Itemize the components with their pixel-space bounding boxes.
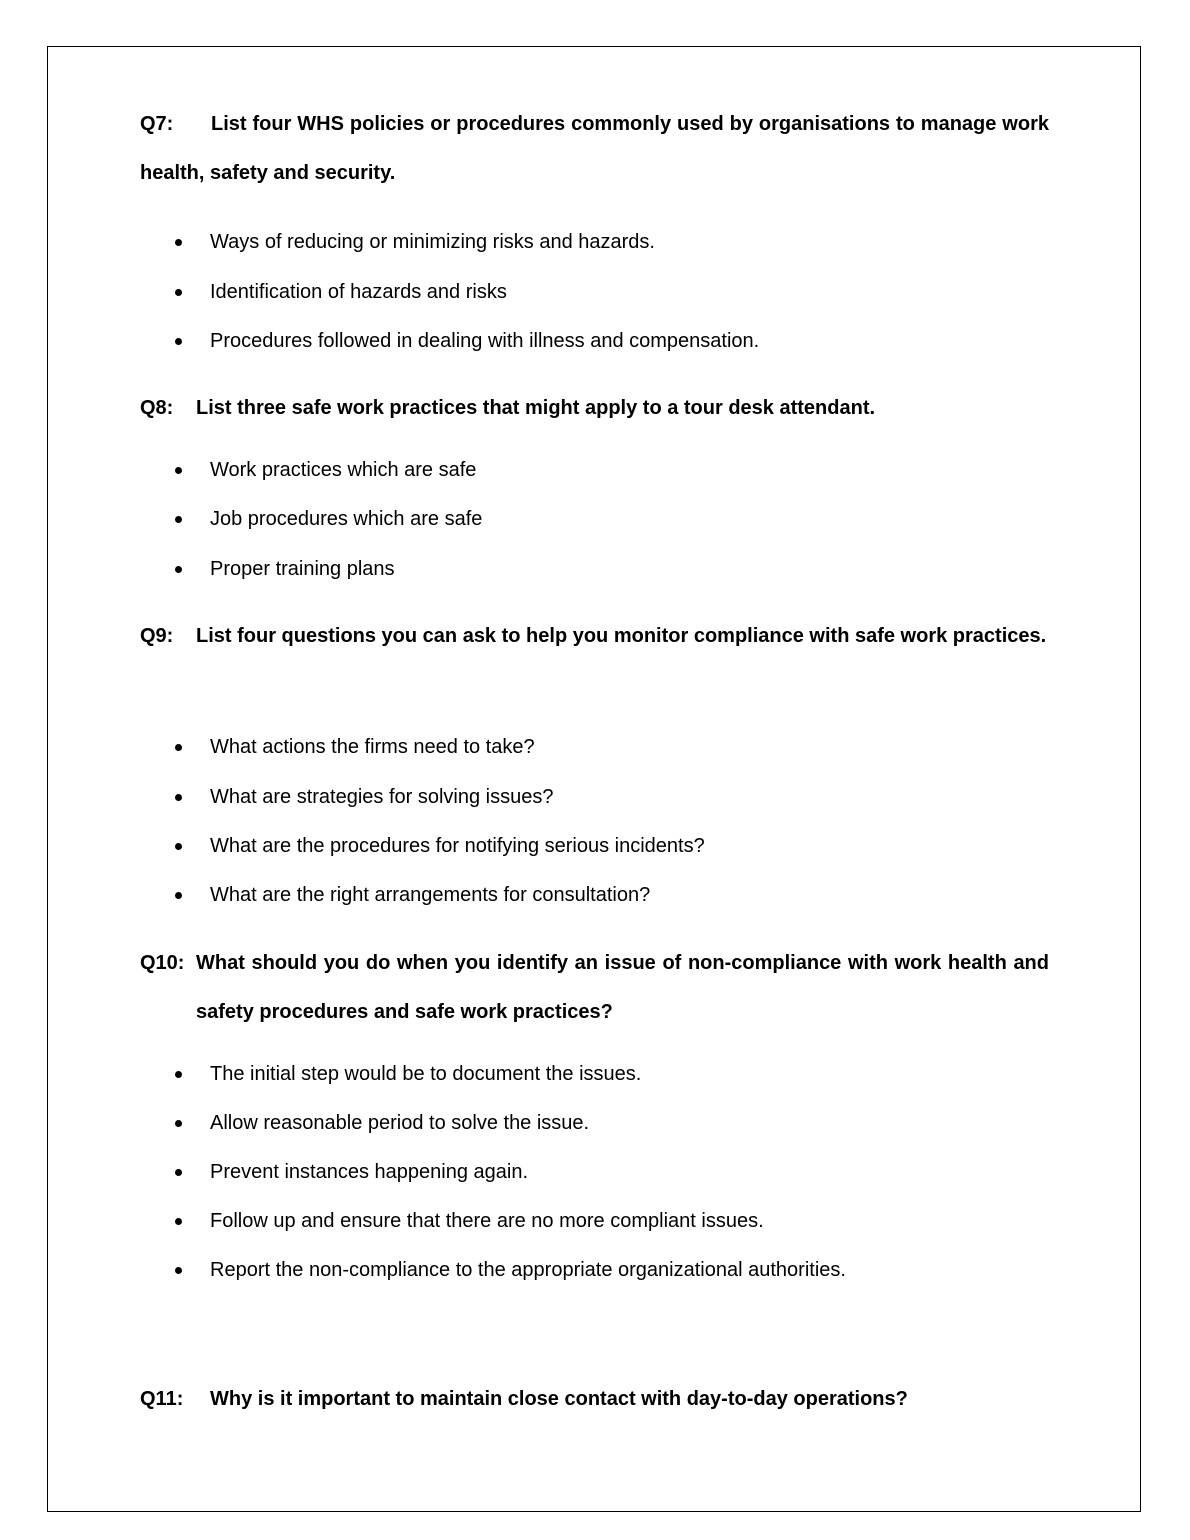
question-q7 — [140, 100, 1049, 198]
question-number: Q9: — [140, 625, 174, 647]
bullet-icon — [175, 744, 182, 751]
question-text: What should you do when you identify an issue of non-compliance with work health and safety procedures and safe work practices? — [196, 952, 1049, 1023]
bullet-icon — [175, 338, 182, 345]
question-q8 — [140, 384, 1049, 433]
bullet-icon — [175, 516, 182, 523]
bullet-icon — [175, 467, 182, 474]
question-text: List four WHS policies or procedures commonly used by organisations to manage work health, safety and security. — [140, 113, 1049, 184]
bullet-icon — [175, 1218, 182, 1225]
question-number: Q11: — [140, 1388, 184, 1410]
question-text: List three safe work practices that might apply to a tour desk attendant. — [196, 397, 876, 419]
question-q9 — [140, 612, 1049, 661]
question-number: Q10: — [140, 952, 185, 974]
question-q10 — [140, 939, 1049, 1037]
bullet-icon — [175, 843, 182, 850]
bullet-icon — [175, 1169, 182, 1176]
bullet-icon — [175, 566, 182, 573]
bullet-icon — [175, 1120, 182, 1127]
question-number: Q7: — [140, 113, 174, 135]
page-border — [47, 46, 1141, 1512]
question-number: Q8: — [140, 397, 174, 419]
bullet-icon — [175, 289, 182, 296]
bullet-icon — [175, 892, 182, 899]
question-text: List four questions you can ask to help you monitor compliance with safe work practices. — [196, 625, 1047, 647]
question-q11 — [140, 1375, 1049, 1424]
bullet-icon — [175, 239, 182, 246]
question-text: Why is it important to maintain close contact with day-to-day operations? — [210, 1388, 908, 1410]
bullet-icon — [175, 794, 182, 801]
bullet-icon — [175, 1071, 182, 1078]
bullet-icon — [175, 1267, 182, 1274]
